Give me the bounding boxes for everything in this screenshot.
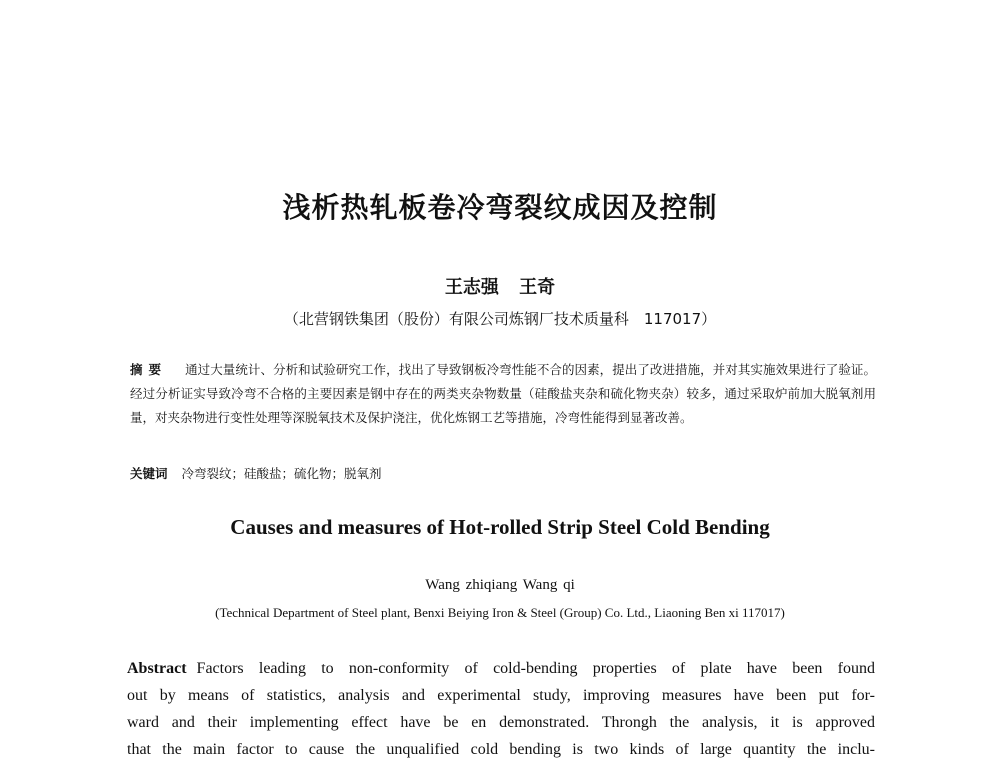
abstract-english-line: that the main factor to cause the unqualified cold bending is two kinds of large quantity the inclu-: [127, 741, 875, 758]
keywords-chinese-label: 关键词: [130, 466, 168, 481]
authors-chinese: 王志强 王奇: [444, 277, 556, 298]
authors-english: Wang zhiqiang Wang qi: [425, 577, 575, 593]
abstract-chinese-text: 通过大量统计、分析和试验研究工作，找出了导致钢板冷弯性能不合的因素，提出了改进措施，并对其实施效果进行了验证。经过分析证实导致冷弯不合格的主要因素是钢中存在的两类夹杂物数量（硅酸盐夹杂和硫化物夹杂）较多，通过采取炉前加大脱氧剂用量，对夹杂物进行变性处理等深脱氧技术及保护浇注，优化炼钢工艺等措施，冷弯性能得到显著改善。: [130, 362, 876, 425]
abstract-english-line-text: Factors leading to non-conformity of cold-bending properties of plate have been found: [196, 660, 875, 677]
affiliation-english: (Technical Department of Steel plant, Benxi Beiying Iron & Steel (Group) Co. Ltd., Liaoning Ben xi 117017): [215, 605, 785, 620]
abstract-english: [127, 655, 875, 763]
abstract-english-line: out by means of statistics, analysis and experimental study, improving measures have been put for-: [127, 687, 875, 704]
keywords-chinese: [130, 464, 876, 484]
abstract-english-line: ward and their implementing effect have be en demonstrated. Throngh the analysis, it is approved: [127, 714, 875, 731]
title-english: Causes and measures of Hot-rolled Strip Steel Cold Bending: [230, 515, 770, 539]
affiliation-chinese: （北营钢铁集团（股份）有限公司炼钢厂技术质量科 117017）: [283, 310, 717, 328]
abstract-english-label: Abstract: [127, 660, 187, 677]
abstract-english-line: [127, 655, 875, 682]
abstract-chinese: [130, 358, 876, 430]
keywords-chinese-text: 冷弯裂纹；硅酸盐；硫化物；脱氧剂: [181, 466, 382, 481]
title-chinese: 浅析热轧板卷冷弯裂纹成因及控制: [282, 191, 718, 224]
abstract-chinese-label: 摘要: [130, 362, 168, 377]
